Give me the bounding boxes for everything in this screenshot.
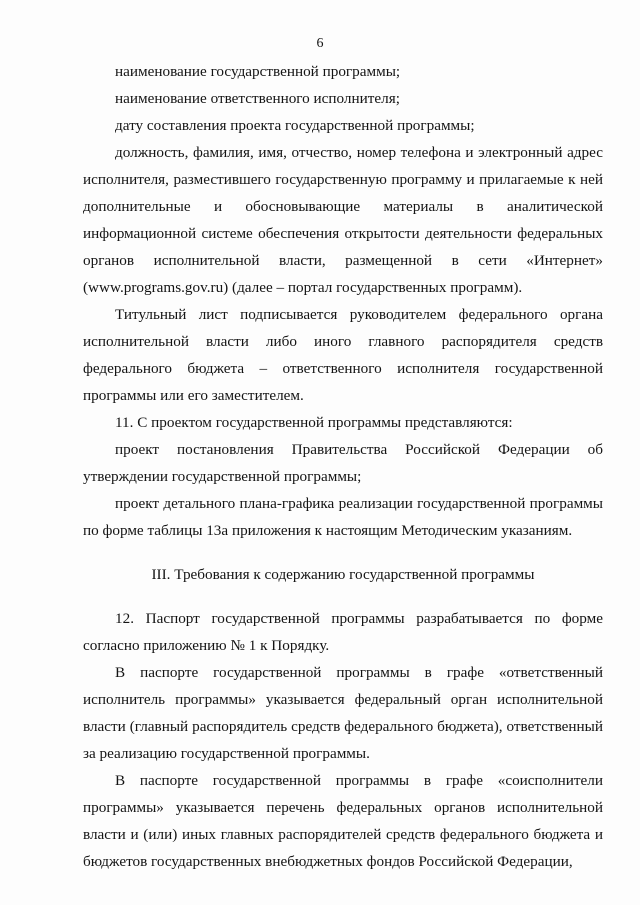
document-body xyxy=(83,58,603,875)
paragraph-program-name: наименование государственной программы; xyxy=(115,63,401,80)
page-number: 6 xyxy=(316,36,324,51)
paragraph-responsible-executor: В паспорте государственной программы в графе «ответственный исполнитель программы» указывается федеральный орган исполнительной власти (главный распорядитель средств федерального бюджета), ответственный за реализацию государственной программы. xyxy=(83,664,603,762)
paragraph-draft-date: дату составления проекта государственной программы; xyxy=(115,117,475,134)
paragraph-title-page-signing: Титульный лист подписывается руководителем федерального органа исполнительной власти либо иного главного распорядителя средств федерального бюджета – ответственного исполнителя государственной программы или его заместителем. xyxy=(83,306,603,404)
paragraph-item-12: 12. Паспорт государственной программы разрабатывается по форме согласно приложению № 1 к Порядку. xyxy=(83,610,603,654)
paragraph-executor-name: наименование ответственного исполнителя; xyxy=(115,90,400,107)
paragraph-detailed-schedule: проект детального плана-графика реализации государственной программы по форме таблицы 13а приложения к настоящим Методическим указаниям. xyxy=(83,495,603,539)
paragraph-executor-contacts: должность, фамилия, имя, отчество, номер телефона и электронный адрес исполнителя, разместившего государственную программу и прилагаемые к ней дополнительные и обосновывающие материалы в аналитической информационной системе обеспечения открытости деятельности федеральных органов исполнительной власти, размещенной в сети «Интернет» (www.programs.gov.ru) (далее – портал государственных программ). xyxy=(83,144,603,296)
paragraph-item-11: 11. С проектом государственной программы представляются: xyxy=(115,414,513,431)
section-heading: III. Требования к содержанию государственной программы xyxy=(151,566,535,583)
paragraph-co-executors: В паспорте государственной программы в графе «соисполнители программы» указывается перечень федеральных органов исполнительной власти и (или) иных главных распорядителей средств федерального бюджета и бюджетов государственных внебюджетных фондов Российской Федерации, xyxy=(83,772,603,870)
paragraph-draft-resolution: проект постановления Правительства Российской Федерации об утверждении государственной программы; xyxy=(83,441,603,485)
